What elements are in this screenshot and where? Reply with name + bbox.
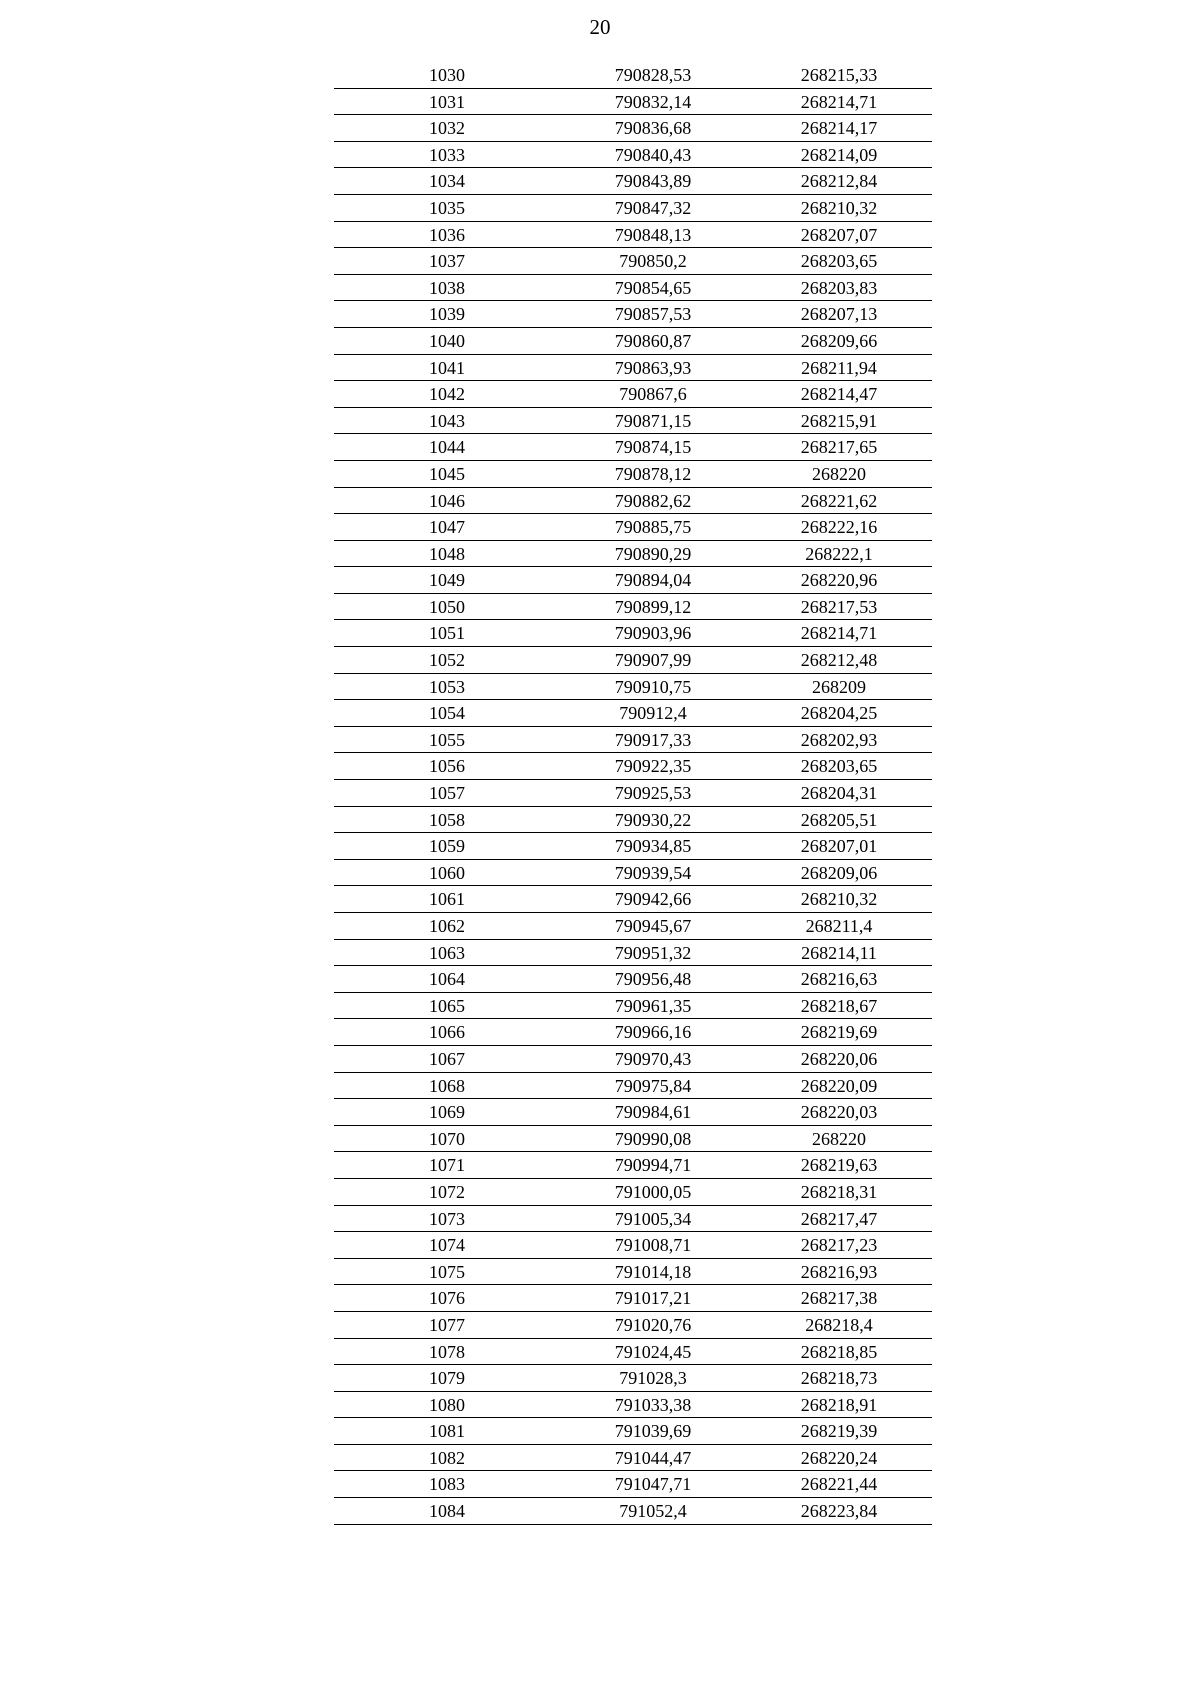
table-row: [334, 1099, 932, 1126]
y-coordinate-cell: 268218,4: [805, 1314, 873, 1335]
table-row: [334, 115, 932, 142]
y-coordinate-cell: 268219,63: [800, 1155, 878, 1176]
x-coordinate-cell: 790984,61: [614, 1102, 692, 1123]
y-coordinate-cell: 268219,39: [800, 1421, 878, 1442]
point-number-cell: 1072: [429, 1181, 465, 1202]
table-row: [334, 1232, 932, 1259]
y-coordinate-cell: 268218,91: [800, 1394, 878, 1415]
y-coordinate-cell: 268220,09: [800, 1075, 878, 1096]
point-number-cell: 1054: [429, 703, 465, 724]
y-coordinate-cell: 268209,06: [800, 862, 878, 883]
y-coordinate-cell: 268214,47: [800, 384, 878, 405]
point-number-cell: 1084: [429, 1501, 465, 1522]
y-coordinate-cell: 268203,65: [800, 251, 878, 272]
point-number-cell: 1049: [429, 570, 465, 591]
x-coordinate-cell: 791028,3: [619, 1368, 687, 1389]
table-row: [334, 222, 932, 249]
y-coordinate-cell: 268222,16: [800, 517, 878, 538]
x-coordinate-cell: 790966,16: [614, 1022, 692, 1043]
point-number-cell: 1039: [429, 304, 465, 325]
y-coordinate-cell: 268203,65: [800, 756, 878, 777]
y-coordinate-cell: 268212,84: [800, 171, 878, 192]
table-row: [334, 1179, 932, 1206]
point-number-cell: 1060: [429, 862, 465, 883]
point-number-cell: 1057: [429, 783, 465, 804]
table-row: [334, 195, 932, 222]
y-coordinate-cell: 268211,4: [805, 916, 873, 936]
y-coordinate-cell: 268207,13: [800, 304, 878, 325]
table-row: [334, 780, 932, 807]
x-coordinate-cell: 790882,62: [614, 490, 692, 511]
point-number-cell: 1077: [429, 1314, 465, 1335]
x-coordinate-cell: 791000,05: [614, 1181, 692, 1202]
x-coordinate-cell: 790885,75: [614, 517, 692, 538]
point-number-cell: 1058: [429, 809, 465, 830]
point-number-cell: 1073: [429, 1208, 465, 1229]
table-row: [334, 1046, 932, 1073]
y-coordinate-cell: 268220,24: [800, 1447, 878, 1468]
y-coordinate-cell: 268218,31: [800, 1181, 878, 1202]
table-row: [334, 541, 932, 568]
table-row: [334, 248, 932, 275]
table-row: [334, 620, 932, 647]
table-row: [334, 1392, 932, 1419]
table-row: [334, 594, 932, 621]
point-number-cell: 1083: [429, 1474, 465, 1495]
x-coordinate-cell: 790860,87: [614, 330, 692, 351]
page-number: 20: [589, 15, 611, 39]
table-row: [334, 913, 932, 940]
point-number-cell: 1071: [429, 1155, 465, 1176]
point-number-cell: 1035: [429, 197, 465, 218]
x-coordinate-cell: 791033,38: [614, 1394, 692, 1415]
point-number-cell: 1080: [429, 1394, 465, 1415]
table-row: [334, 647, 932, 674]
point-number-cell: 1048: [429, 543, 465, 564]
x-coordinate-cell: 790922,35: [614, 756, 692, 777]
x-coordinate-cell: 790903,96: [614, 623, 692, 644]
table-row: [334, 833, 932, 860]
y-coordinate-cell: 268203,83: [800, 277, 878, 298]
point-number-cell: 1050: [429, 596, 465, 617]
x-coordinate-cell: 791024,45: [614, 1341, 692, 1362]
point-number-cell: 1059: [429, 836, 465, 857]
point-number-cell: 1031: [429, 91, 465, 112]
y-coordinate-cell: 268209,66: [800, 330, 878, 351]
y-coordinate-cell: 268202,93: [800, 729, 878, 750]
x-coordinate-cell: 791005,34: [614, 1208, 692, 1229]
point-number-cell: 1068: [429, 1075, 465, 1096]
x-coordinate-cell: 790836,68: [614, 118, 692, 139]
table-row: [334, 567, 932, 594]
point-number-cell: 1079: [429, 1368, 465, 1389]
y-coordinate-cell: 268217,23: [800, 1235, 878, 1256]
y-coordinate-cell: 268205,51: [800, 809, 878, 830]
y-coordinate-cell: 268218,85: [800, 1341, 878, 1362]
point-number-cell: 1041: [429, 357, 465, 378]
point-number-cell: 1047: [429, 517, 465, 538]
y-coordinate-cell: 268207,07: [800, 224, 878, 245]
x-coordinate-cell: 790917,33: [614, 729, 692, 750]
x-coordinate-cell: 790894,04: [614, 570, 692, 591]
table-row: [334, 674, 932, 701]
point-number-cell: 1042: [429, 384, 465, 405]
point-number-cell: 1067: [429, 1048, 465, 1069]
table-row: [334, 886, 932, 913]
y-coordinate-cell: 268219,69: [800, 1022, 878, 1043]
x-coordinate-cell: 790942,66: [614, 889, 692, 910]
table-row: [334, 1126, 932, 1153]
x-coordinate-cell: 791039,69: [614, 1421, 692, 1442]
table-row: [334, 940, 932, 967]
y-coordinate-cell: 268222,1: [805, 543, 873, 564]
x-coordinate-cell: 790907,99: [614, 650, 692, 671]
table-row: [334, 1285, 932, 1312]
y-coordinate-cell: 268214,11: [801, 942, 877, 963]
point-number-cell: 1055: [429, 729, 465, 750]
y-coordinate-cell: 268216,93: [800, 1261, 878, 1282]
table-row: [334, 966, 932, 993]
x-coordinate-cell: 791052,4: [619, 1501, 687, 1522]
table-row: [334, 727, 932, 754]
x-coordinate-cell: 790863,93: [614, 357, 692, 378]
x-coordinate-cell: 791017,21: [614, 1288, 692, 1309]
y-coordinate-cell: 268209: [812, 676, 866, 697]
point-number-cell: 1056: [429, 756, 465, 777]
x-coordinate-cell: 790878,12: [614, 463, 692, 484]
table-row: [334, 488, 932, 515]
y-coordinate-cell: 268220: [812, 463, 866, 484]
table-row: [334, 434, 932, 461]
x-coordinate-cell: 790961,35: [614, 995, 692, 1016]
table-row: [334, 1206, 932, 1233]
table-row: [334, 142, 932, 169]
point-number-cell: 1040: [429, 330, 465, 351]
x-coordinate-cell: 790951,32: [614, 942, 692, 963]
table-row: [334, 700, 932, 727]
point-number-cell: 1051: [429, 623, 465, 644]
point-number-cell: 1070: [429, 1128, 465, 1149]
y-coordinate-cell: 268210,32: [800, 197, 878, 218]
x-coordinate-cell: 790848,13: [614, 224, 692, 245]
point-number-cell: 1032: [429, 118, 465, 139]
table-row: [334, 355, 932, 382]
table-row: [334, 1073, 932, 1100]
table-row: [334, 1339, 932, 1366]
table-row: [334, 1259, 932, 1286]
point-number-cell: 1038: [429, 277, 465, 298]
y-coordinate-cell: 268220,06: [800, 1048, 878, 1069]
coordinates-table: [334, 62, 932, 1525]
x-coordinate-cell: 790994,71: [614, 1155, 692, 1176]
point-number-cell: 1045: [429, 463, 465, 484]
y-coordinate-cell: 268221,62: [800, 490, 878, 511]
table-row: [334, 1312, 932, 1339]
y-coordinate-cell: 268220: [812, 1128, 866, 1149]
x-coordinate-cell: 790910,75: [614, 676, 692, 697]
x-coordinate-cell: 790975,84: [614, 1075, 692, 1096]
table-row: [334, 275, 932, 302]
x-coordinate-cell: 791008,71: [614, 1235, 692, 1256]
x-coordinate-cell: 790939,54: [614, 862, 692, 883]
y-coordinate-cell: 268204,31: [800, 783, 878, 804]
point-number-cell: 1078: [429, 1341, 465, 1362]
x-coordinate-cell: 790857,53: [614, 304, 692, 325]
x-coordinate-cell: 791047,71: [614, 1474, 692, 1495]
point-number-cell: 1044: [429, 437, 465, 458]
x-coordinate-cell: 790890,29: [614, 543, 692, 564]
x-coordinate-cell: 790843,89: [614, 171, 692, 192]
point-number-cell: 1065: [429, 995, 465, 1016]
point-number-cell: 1062: [429, 916, 465, 936]
table-row: [334, 89, 932, 116]
x-coordinate-cell: 790828,53: [614, 65, 692, 85]
y-coordinate-cell: 268218,67: [800, 995, 878, 1016]
x-coordinate-cell: 790970,43: [614, 1048, 692, 1069]
point-number-cell: 1043: [429, 410, 465, 431]
y-coordinate-cell: 268214,09: [800, 144, 878, 165]
table-row: [334, 514, 932, 541]
table-row: [334, 993, 932, 1020]
x-coordinate-cell: 790934,85: [614, 836, 692, 857]
x-coordinate-cell: 791020,76: [614, 1314, 692, 1335]
y-coordinate-cell: 268217,47: [800, 1208, 878, 1229]
x-coordinate-cell: 791044,47: [614, 1447, 692, 1468]
y-coordinate-cell: 268220,96: [800, 570, 878, 591]
x-coordinate-cell: 790832,14: [614, 91, 692, 112]
table-row: [334, 807, 932, 834]
point-number-cell: 1082: [429, 1447, 465, 1468]
y-coordinate-cell: 268214,71: [800, 623, 878, 644]
table-row: [334, 1498, 932, 1525]
point-number-cell: 1037: [429, 251, 465, 272]
x-coordinate-cell: 790854,65: [614, 277, 692, 298]
y-coordinate-cell: 268214,71: [800, 91, 878, 112]
point-number-cell: 1034: [429, 171, 465, 192]
y-coordinate-cell: 268212,48: [800, 650, 878, 671]
y-coordinate-cell: 268223,84: [800, 1501, 878, 1522]
point-number-cell: 1076: [429, 1288, 465, 1309]
point-number-cell: 1069: [429, 1102, 465, 1123]
y-coordinate-cell: 268221,44: [800, 1474, 878, 1495]
table-row: [334, 461, 932, 488]
x-coordinate-cell: 790912,4: [619, 703, 687, 724]
y-coordinate-cell: 268215,33: [800, 65, 878, 85]
point-number-cell: 1066: [429, 1022, 465, 1043]
x-coordinate-cell: 790925,53: [614, 783, 692, 804]
x-coordinate-cell: 790871,15: [614, 410, 692, 431]
table-row: [334, 1365, 932, 1392]
point-number-cell: 1053: [429, 676, 465, 697]
y-coordinate-cell: 268217,65: [800, 437, 878, 458]
x-coordinate-cell: 790874,15: [614, 437, 692, 458]
x-coordinate-cell: 790990,08: [614, 1128, 692, 1149]
table-row: [334, 1418, 932, 1445]
x-coordinate-cell: 790850,2: [619, 251, 687, 272]
point-number-cell: 1063: [429, 942, 465, 963]
table-row: [334, 301, 932, 328]
table-row: [334, 381, 932, 408]
table-row: [334, 328, 932, 355]
y-coordinate-cell: 268215,91: [800, 410, 878, 431]
x-coordinate-cell: 790956,48: [614, 969, 692, 990]
y-coordinate-cell: 268220,03: [800, 1102, 878, 1123]
point-number-cell: 1036: [429, 224, 465, 245]
y-coordinate-cell: 268207,01: [800, 836, 878, 857]
x-coordinate-cell: 790899,12: [614, 596, 692, 617]
point-number-cell: 1064: [429, 969, 465, 990]
y-coordinate-cell: 268204,25: [800, 703, 878, 724]
y-coordinate-cell: 268218,73: [800, 1368, 878, 1389]
point-number-cell: 1075: [429, 1261, 465, 1282]
point-number-cell: 1052: [429, 650, 465, 671]
table-row: [334, 1471, 932, 1498]
point-number-cell: 1081: [429, 1421, 465, 1442]
table-row: [334, 860, 932, 887]
y-coordinate-cell: 268217,53: [800, 596, 878, 617]
table-row: [334, 1152, 932, 1179]
x-coordinate-cell: 790945,67: [614, 916, 692, 936]
x-coordinate-cell: 790930,22: [614, 809, 692, 830]
y-coordinate-cell: 268214,17: [800, 118, 878, 139]
x-coordinate-cell: 790867,6: [619, 384, 687, 405]
table-row: [334, 1019, 932, 1046]
x-coordinate-cell: 791014,18: [614, 1261, 692, 1282]
x-coordinate-cell: 790847,32: [614, 197, 692, 218]
point-number-cell: 1074: [429, 1235, 465, 1256]
y-coordinate-cell: 268217,38: [800, 1288, 878, 1309]
y-coordinate-cell: 268216,63: [800, 969, 878, 990]
y-coordinate-cell: 268211,94: [801, 357, 877, 378]
point-number-cell: 1030: [429, 65, 465, 85]
x-coordinate-cell: 790840,43: [614, 144, 692, 165]
table-row: [334, 168, 932, 195]
point-number-cell: 1061: [429, 889, 465, 910]
table-row: [334, 753, 932, 780]
point-number-cell: 1033: [429, 144, 465, 165]
point-number-cell: 1046: [429, 490, 465, 511]
table-row: [334, 408, 932, 435]
table-row: [334, 62, 932, 89]
table-row: [334, 1445, 932, 1472]
y-coordinate-cell: 268210,32: [800, 889, 878, 910]
